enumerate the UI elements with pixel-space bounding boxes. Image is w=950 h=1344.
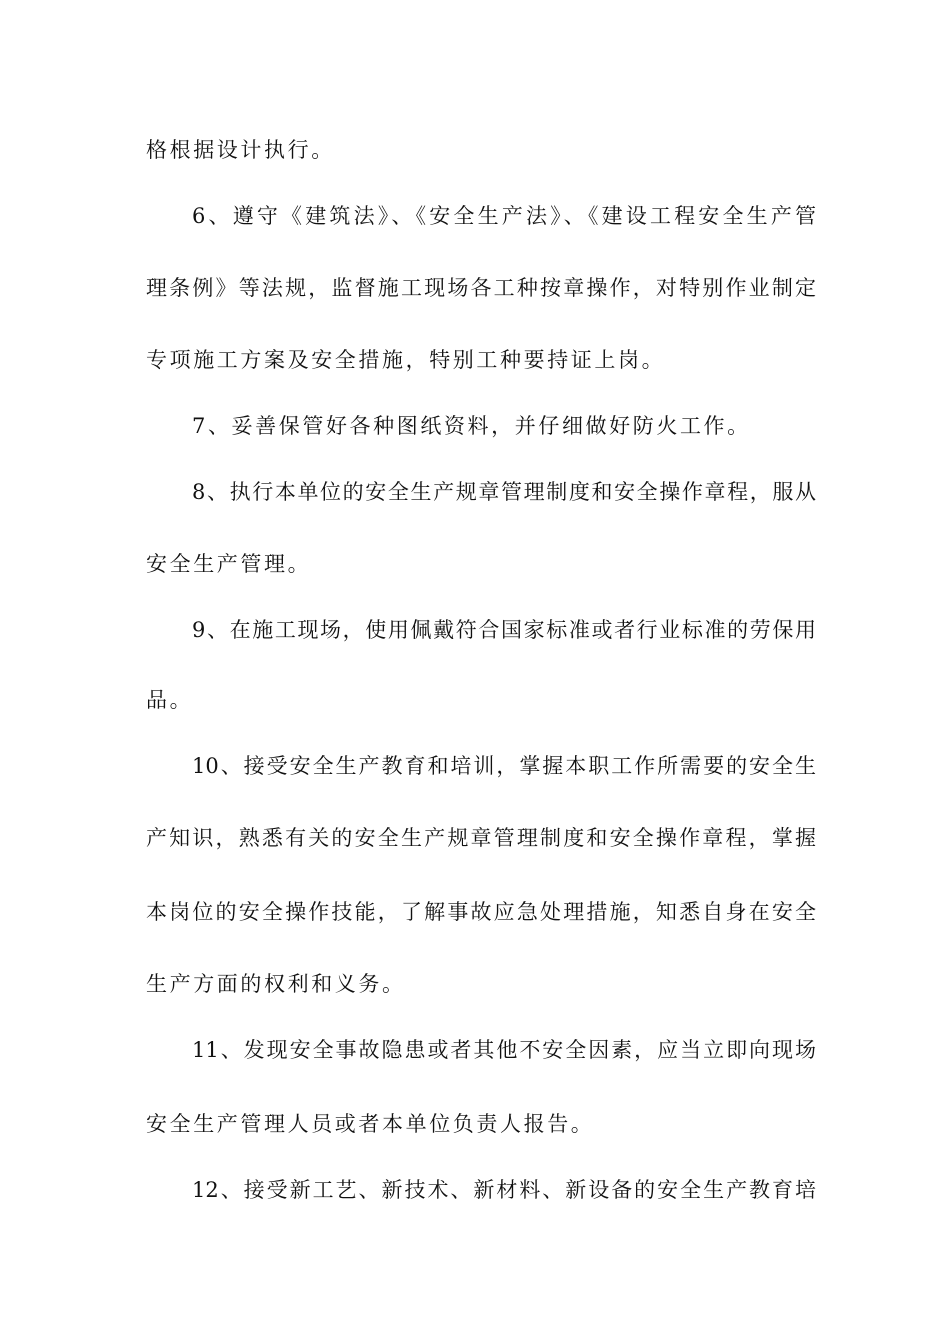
text-line: 产知识，熟悉有关的安全生产规章管理制度和安全操作章程，掌握 <box>146 826 816 850</box>
text-line: 11、发现安全事故隐患或者其他不安全因素，应当立即向现场 <box>192 1038 816 1062</box>
text-line: 专项施工方案及安全措施，特别工种要持证上岗。 <box>146 348 666 372</box>
text-line: 生产方面的权利和义务。 <box>146 972 406 996</box>
text-line: 品。 <box>146 688 194 712</box>
text-line: 9、在施工现场，使用佩戴符合国家标准或者行业标准的劳保用 <box>192 618 816 642</box>
text-line: 12、接受新工艺、新技术、新材料、新设备的安全生产教育培 <box>192 1178 816 1202</box>
text-line: 格根据设计执行。 <box>146 138 335 162</box>
text-line: 理条例》等法规，监督施工现场各工种按章操作，对特别作业制定 <box>146 276 816 300</box>
text-line: 安全生产管理人员或者本单位负责人报告。 <box>146 1112 595 1136</box>
text-line: 6、遵守《建筑法》、《安全生产法》、《建设工程安全生产管 <box>192 204 816 228</box>
text-line: 安全生产管理。 <box>146 552 312 576</box>
text-line: 7、妥善保管好各种图纸资料，并仔细做好防火工作。 <box>192 414 751 438</box>
text-line: 8、执行本单位的安全生产规章管理制度和安全操作章程，服从 <box>192 480 816 504</box>
text-line: 10、接受安全生产教育和培训，掌握本职工作所需要的安全生 <box>192 754 816 778</box>
text-line: 本岗位的安全操作技能，了解事故应急处理措施，知悉自身在安全 <box>146 900 816 924</box>
